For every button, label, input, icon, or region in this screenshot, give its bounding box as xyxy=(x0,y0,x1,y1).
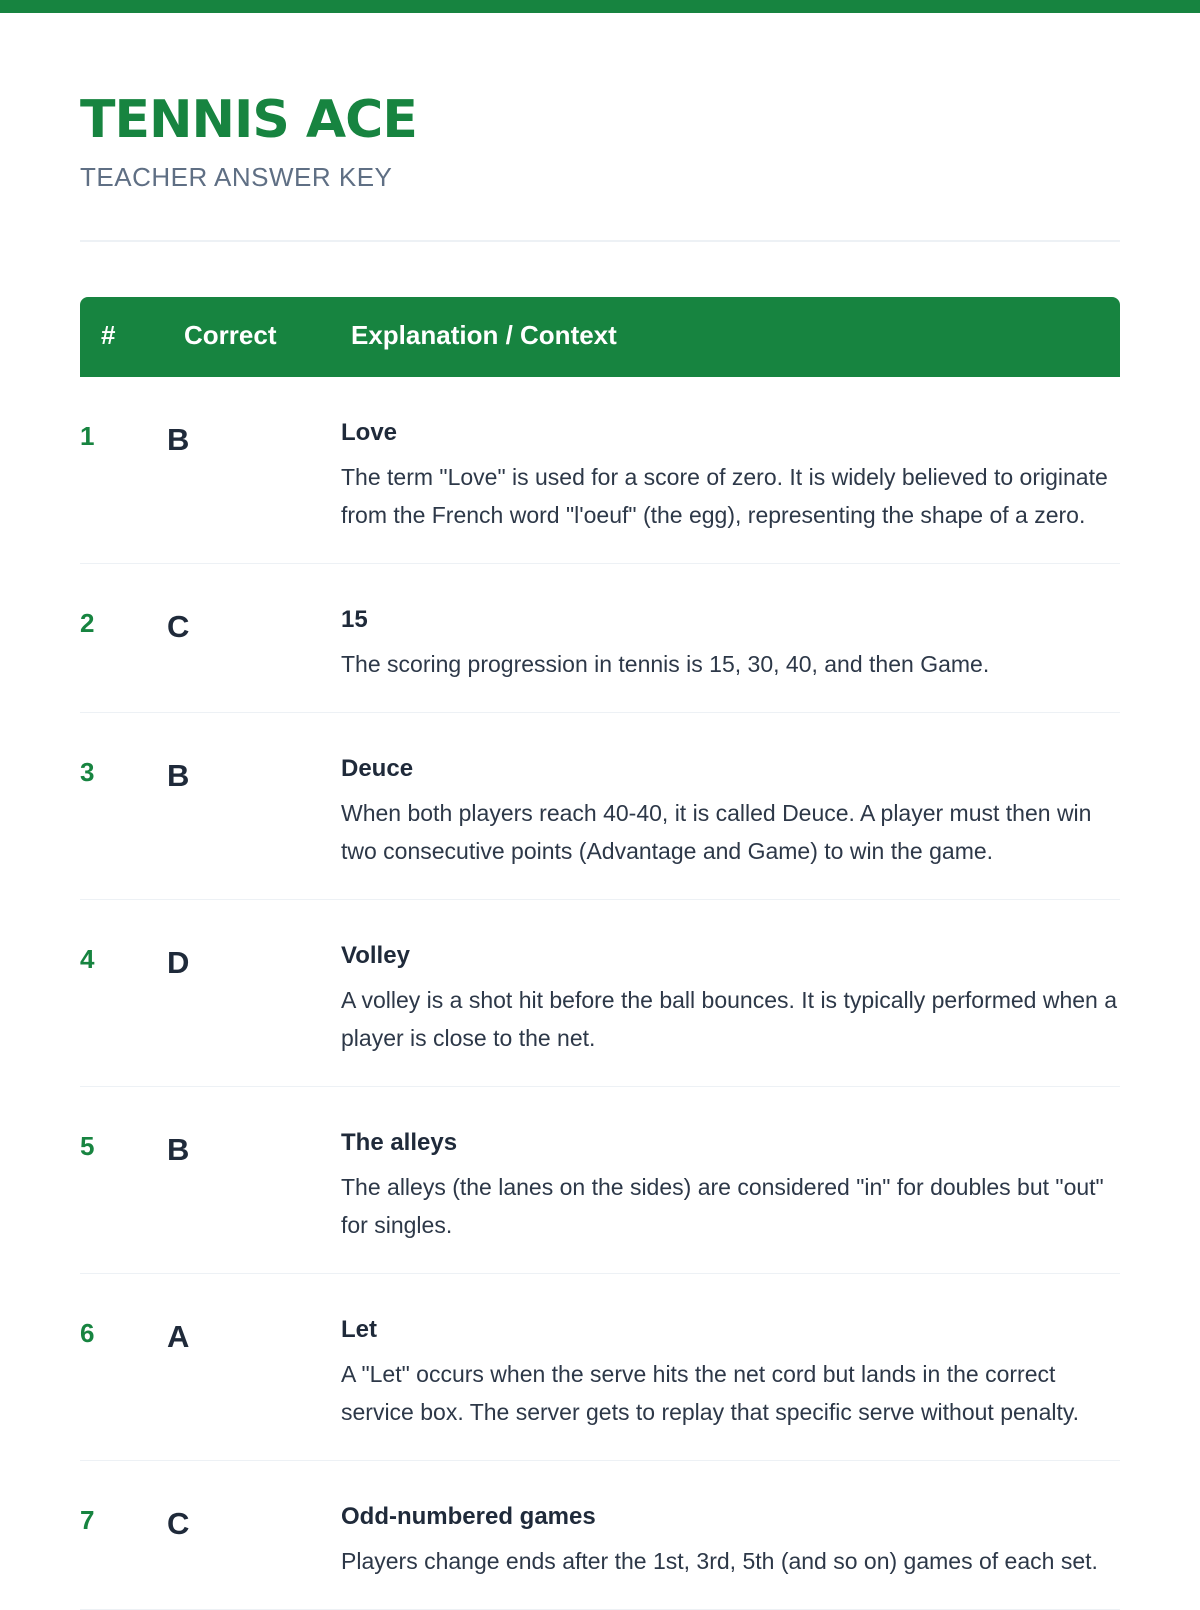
question-number: 7 xyxy=(80,1505,95,1535)
question-number: 3 xyxy=(80,757,95,787)
question-number: 1 xyxy=(80,421,95,451)
question-number: 2 xyxy=(80,608,95,638)
explanation-cell xyxy=(341,941,1120,1057)
table-row xyxy=(80,1274,1120,1461)
correct-answer: B xyxy=(167,422,190,457)
question-number: 6 xyxy=(80,1318,95,1348)
explanation-cell xyxy=(341,754,1120,870)
answer-explanation: A volley is a shot hit before the ball bounces. It is typically performed when a player is close to the net. xyxy=(341,987,1118,1051)
answer-term: The alleys xyxy=(341,1129,458,1156)
answer-explanation: Players change ends after the 1st, 3rd, 5th (and so on) games of each set. xyxy=(341,1548,1098,1574)
page-subtitle: TEACHER ANSWER KEY xyxy=(80,162,393,192)
correct-answer: A xyxy=(167,1319,190,1354)
table-row xyxy=(80,900,1120,1087)
answer-term: 15 xyxy=(341,606,368,633)
correct-answer: C xyxy=(167,609,190,644)
header-divider xyxy=(80,240,1120,242)
answer-term: Let xyxy=(341,1316,377,1343)
column-header-explanation: Explanation / Context xyxy=(351,320,617,350)
table-row xyxy=(80,713,1120,900)
answer-table-body xyxy=(80,377,1120,1610)
top-accent-bar xyxy=(0,0,1200,13)
answer-term: Volley xyxy=(341,942,410,969)
answer-term: Deuce xyxy=(341,755,414,782)
explanation-cell xyxy=(341,1502,1120,1580)
correct-answer: C xyxy=(167,1506,190,1541)
answer-term: Odd-numbered games xyxy=(341,1503,596,1530)
question-number: 5 xyxy=(80,1131,95,1161)
table-row xyxy=(80,1461,1120,1610)
answer-explanation: The term "Love" is used for a score of zero. It is widely believed to originate from the French word "l'oeuf" (the egg), representing the shape of a zero. xyxy=(341,464,1108,528)
correct-answer: B xyxy=(167,758,190,793)
answer-explanation: The alleys (the lanes on the sides) are considered "in" for doubles but "out" for singles. xyxy=(341,1174,1104,1238)
table-row xyxy=(80,377,1120,564)
table-row xyxy=(80,1087,1120,1274)
table-row xyxy=(80,564,1120,713)
page-title: TENNIS ACE xyxy=(80,90,417,150)
column-header-correct: Correct xyxy=(184,320,277,350)
explanation-cell xyxy=(341,418,1120,534)
answer-explanation: The scoring progression in tennis is 15, 30, 40, and then Game. xyxy=(341,651,990,677)
answer-term: Love xyxy=(341,419,398,446)
correct-answer: D xyxy=(167,945,190,980)
question-number: 4 xyxy=(80,944,95,974)
explanation-cell xyxy=(341,1128,1120,1244)
answer-explanation: When both players reach 40-40, it is called Deuce. A player must then win two consecutive points (Advantage and Game) to win the game. xyxy=(341,800,1092,864)
column-header-number: # xyxy=(101,320,116,350)
correct-answer: B xyxy=(167,1132,190,1167)
explanation-cell xyxy=(341,1315,1120,1431)
answer-explanation: A "Let" occurs when the serve hits the net cord but lands in the correct service box. The server gets to replay that specific serve without penalty. xyxy=(341,1361,1080,1425)
explanation-cell xyxy=(341,605,1120,683)
table-header xyxy=(80,297,1120,377)
